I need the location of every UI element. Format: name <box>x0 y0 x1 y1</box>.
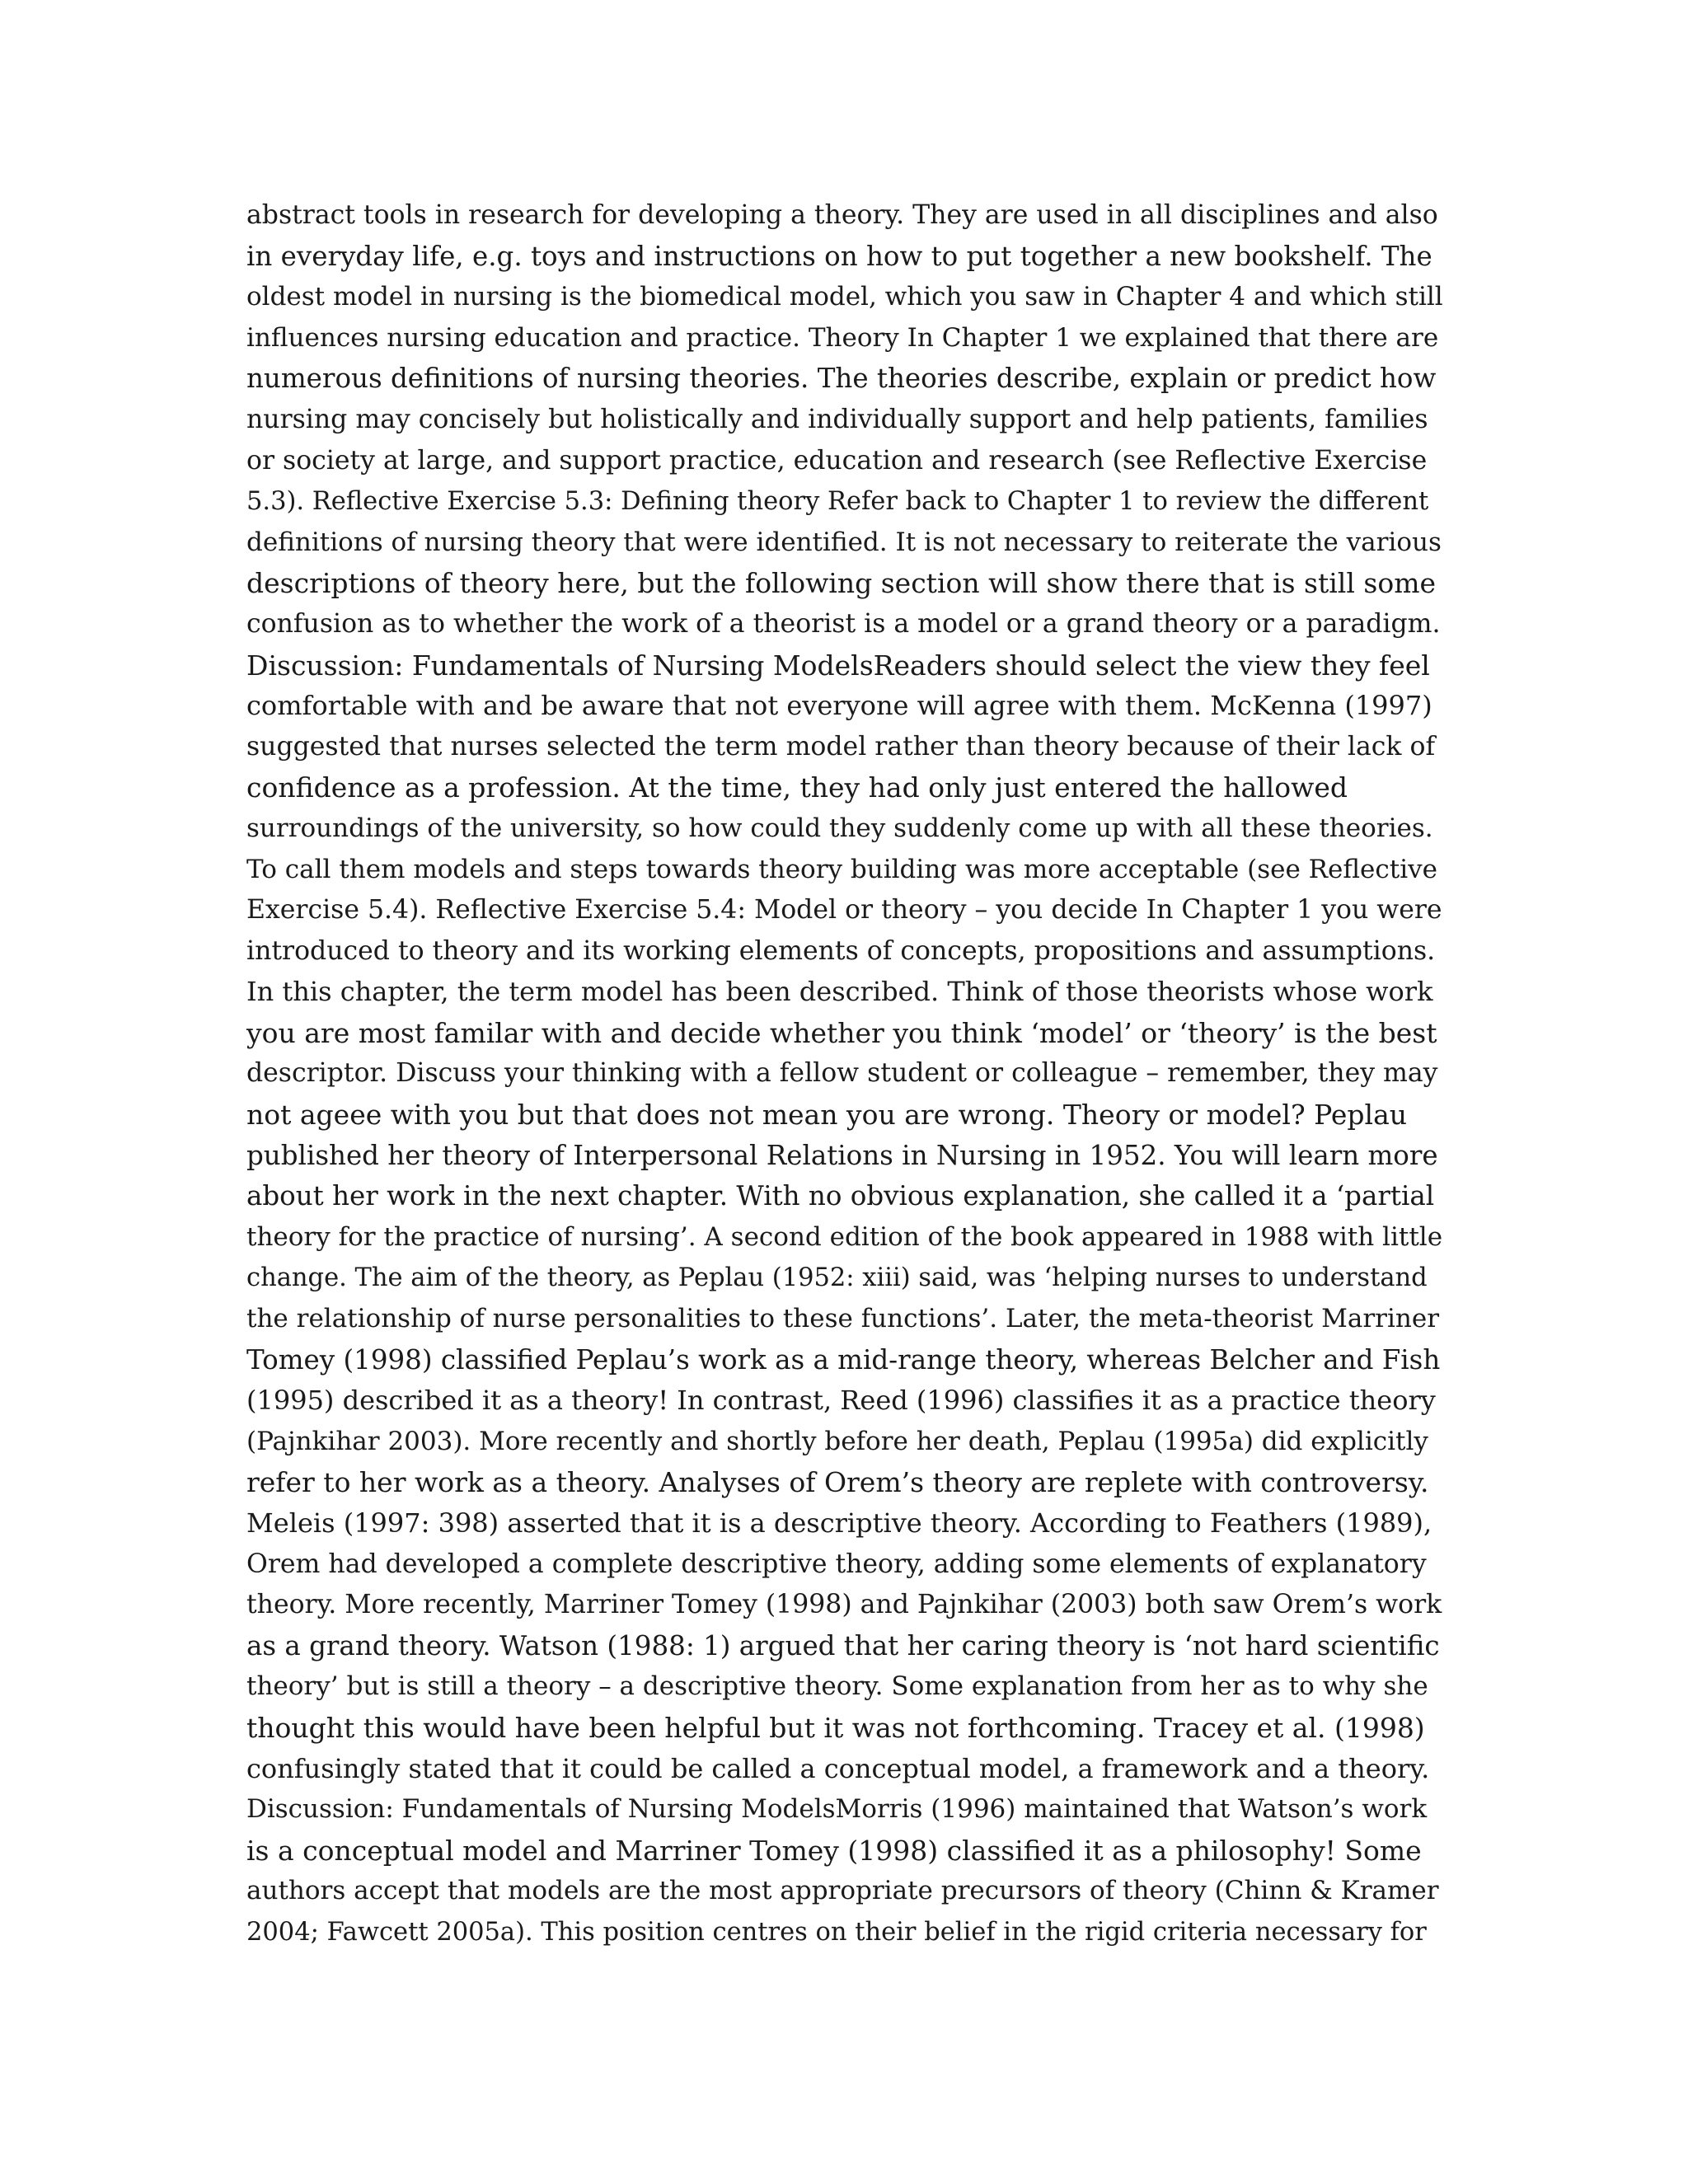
text-line: not ageee with you but that does not mean you are wrong. Theory or model? Peplau <box>246 1099 1408 1132</box>
text-line: change. The aim of the theory, as Peplau (1952: xiii) said, was ‘helping nurses to understand <box>246 1263 1428 1293</box>
text-line: theory. More recently, Marriner Tomey (1998) and Pajnkihar (2003) both saw Orem’s work <box>246 1590 1442 1620</box>
text-line: refer to her work as a theory. Analyses of Orem’s theory are replete with controversy. <box>246 1466 1429 1499</box>
text-line: or society at large, and support practice, education and research (see Reflective Exercise <box>246 445 1428 476</box>
text-line: (1995) described it as a theory! In contrast, Reed (1996) classifies it as a practice theory <box>246 1385 1436 1417</box>
text-line: suggested that nurses selected the term model rather than theory because of their lack of <box>246 731 1436 762</box>
text-line: theory’ but is still a theory – a descriptive theory. Some explanation from her as to why she <box>246 1671 1428 1702</box>
text-line: Tomey (1998) classified Peplau’s work as a mid-range theory, whereas Belcher and Fish <box>246 1343 1441 1376</box>
text-line: influences nursing education and practice. Theory In Chapter 1 we explained that there are <box>246 322 1439 353</box>
text-line: introduced to theory and its working elements of concepts, propositions and assumptions. <box>246 935 1436 966</box>
text-line: you are most familar with and decide whether you think ‘model’ or ‘theory’ is the best <box>246 1016 1437 1049</box>
text-line: surroundings of the university, so how could they suddenly come up with all these theories. <box>246 813 1433 843</box>
text-line: authors accept that models are the most appropriate precursors of theory (Chinn & Kramer <box>246 1876 1439 1906</box>
text-line: is a conceptual model and Marriner Tomey (1998) classified it as a philosophy! Some <box>246 1834 1422 1867</box>
text-line: about her work in the next chapter. With no obvious explanation, she called it a ‘partial <box>246 1180 1435 1212</box>
text-line: definitions of nursing theory that were identified. It is not necessary to reiterate the various <box>246 527 1442 557</box>
text-line: numerous definitions of nursing theories. The theories describe, explain or predict how <box>246 363 1437 395</box>
text-line: (Pajnkihar 2003). More recently and shortly before her death, Peplau (1995a) did explicitly <box>246 1426 1428 1456</box>
text-line: nursing may concisely but holistically and individually support and help patients, families <box>246 404 1428 434</box>
text-line: Orem had developed a complete descriptive theory, adding some elements of explanatory <box>246 1549 1427 1579</box>
text-line: confusion as to whether the work of a theorist is a model or a grand theory or a paradigm. <box>246 608 1441 639</box>
text-line: abstract tools in research for developing a theory. They are used in all disciplines and also <box>246 200 1438 230</box>
text-line: descriptions of theory here, but the following section will show there that is still some <box>246 567 1437 600</box>
body-text <box>246 195 1443 1953</box>
text-line: the relationship of nurse personalities to these functions’. Later, the meta-theorist Marriner <box>246 1304 1440 1334</box>
text-line: To call them models and steps towards theory building was more acceptable (see Reflective <box>246 854 1437 884</box>
text-line: in everyday life, e.g. toys and instructions on how to put together a new bookshelf. The <box>246 240 1432 272</box>
text-line: published her theory of Interpersonal Relations in Nursing in 1952. You will learn more <box>246 1139 1438 1171</box>
text-line: 2004; Fawcett 2005a). This position centres on their belief in the rigid criteria necessary for <box>246 1917 1427 1947</box>
text-line: 5.3). Reflective Exercise 5.3: Defining theory Refer back to Chapter 1 to review the different <box>246 487 1429 517</box>
text-line: Discussion: Fundamentals of Nursing ModelsMorris (1996) maintained that Watson’s work <box>246 1794 1428 1825</box>
text-line: confusingly stated that it could be called a conceptual model, a framework and a theory. <box>246 1752 1430 1784</box>
text-line: thought this would have been helpful but it was not forthcoming. Tracey et al. (1998) <box>246 1711 1425 1744</box>
text-line: descriptor. Discuss your thinking with a fellow student or colleague – remember, they may <box>246 1058 1438 1089</box>
text-line: as a grand theory. Watson (1988: 1) argued that her caring theory is ‘not hard scientific <box>246 1629 1440 1661</box>
text-line: comfortable with and be aware that not everyone will agree with them. McKenna (1997) <box>246 690 1432 722</box>
text-line: oldest model in nursing is the biomedical model, which you saw in Chapter 4 and which still <box>246 282 1443 312</box>
text-line: Exercise 5.4). Reflective Exercise 5.4: Model or theory – you decide In Chapter 1 you were <box>246 895 1442 926</box>
text-line: Meleis (1997: 398) asserted that it is a descriptive theory. According to Feathers (1989), <box>246 1507 1432 1539</box>
text-line: In this chapter, the term model has been described. Think of those theorists whose work <box>246 976 1433 1008</box>
text-line: theory for the practice of nursing’. A second edition of the book appeared in 1988 with little <box>246 1221 1443 1252</box>
text-line: confidence as a profession. At the time, they had only just entered the hallowed <box>246 771 1348 804</box>
text-line: Discussion: Fundamentals of Nursing ModelsReaders should select the view they feel <box>246 649 1430 682</box>
